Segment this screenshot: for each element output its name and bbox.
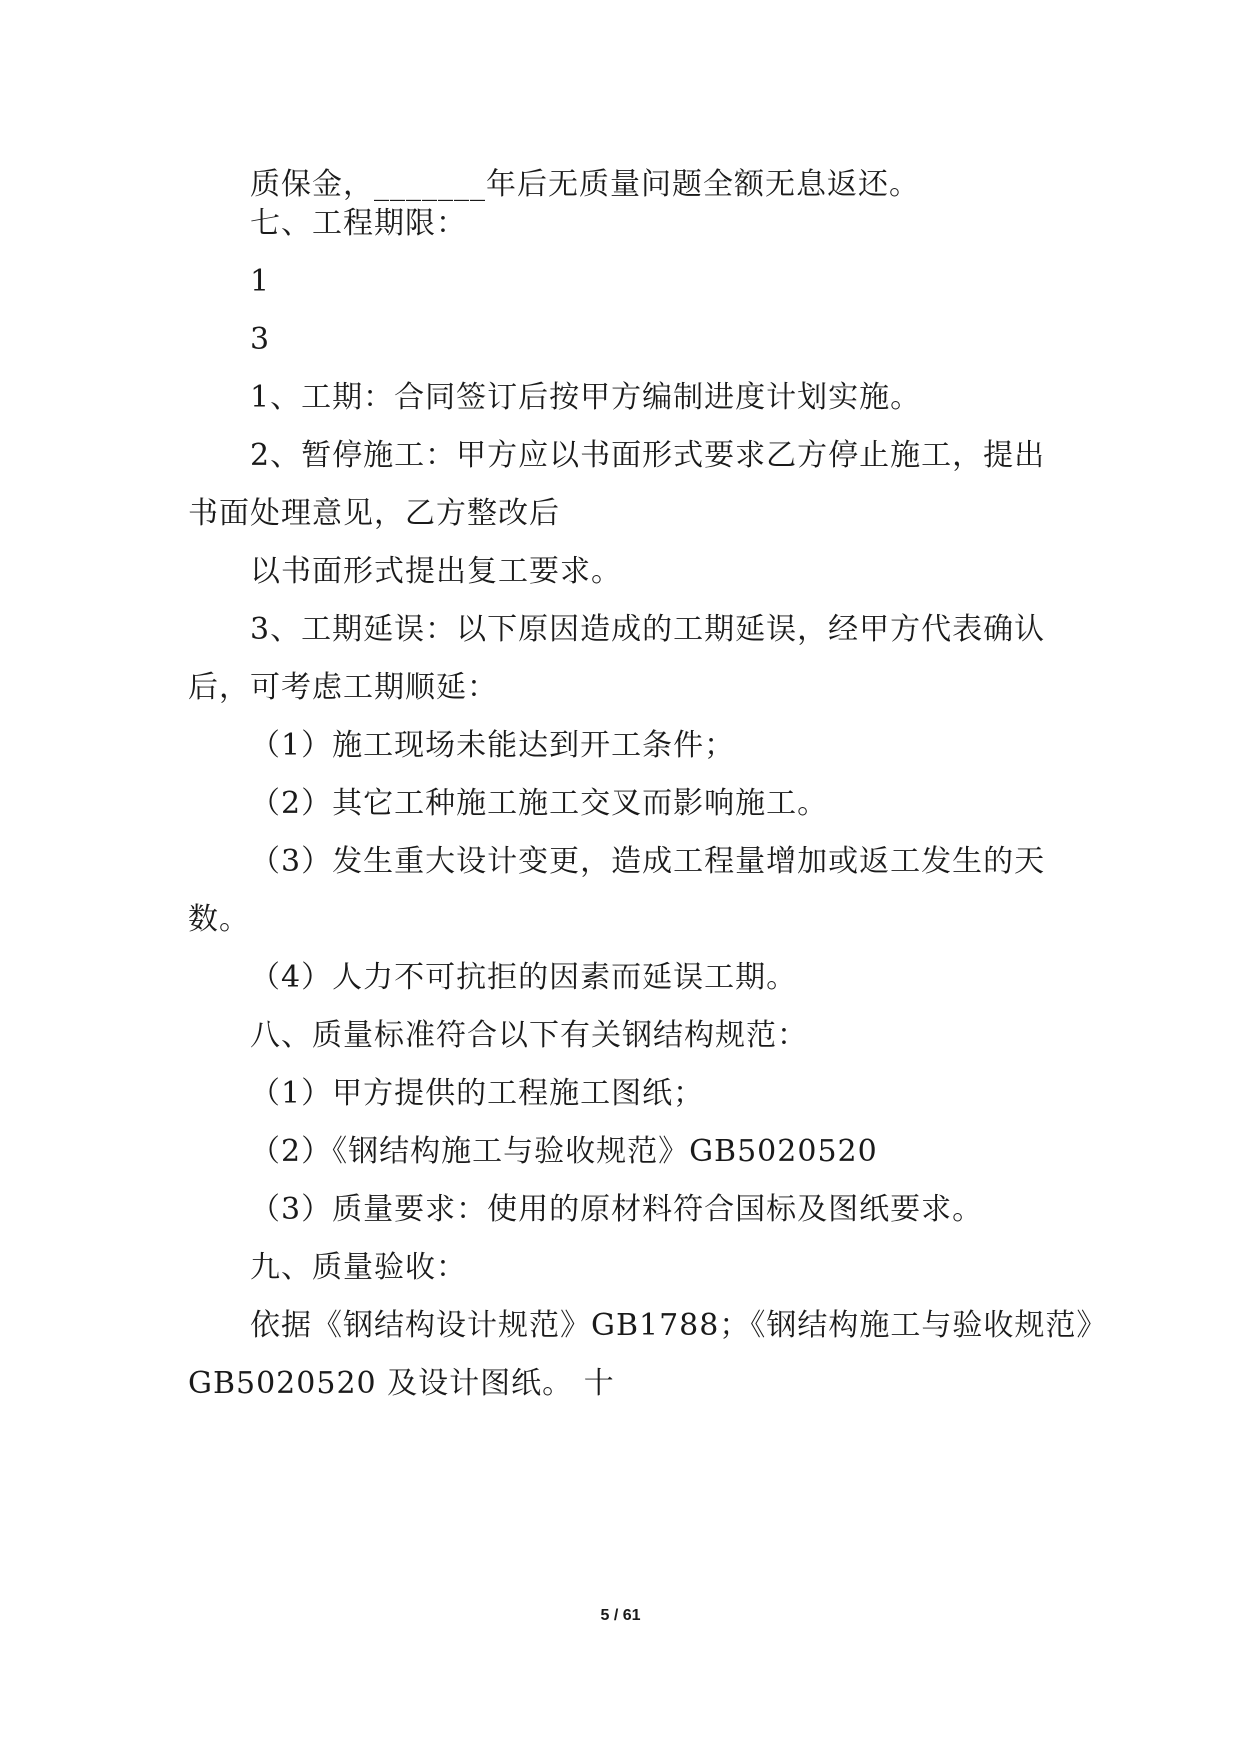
text-line-suspension-cont: 书面处理意见，乙方整改后 (188, 496, 560, 531)
list-item-delay-3-cont: 数。 (188, 902, 250, 937)
list-item-delay-2: （2）其它工种施工施工交叉而影响施工。 (250, 786, 829, 821)
page-number: 5 / 61 (600, 1607, 641, 1624)
text-line-schedule: 1、工期：合同签订后按甲方编制进度计划实施。 (250, 380, 922, 415)
list-item-standard-3: （3）质量要求：使用的原材料符合国标及图纸要求。 (250, 1192, 984, 1227)
list-item-standard-1: （1）甲方提供的工程施工图纸； (250, 1076, 705, 1111)
text-line-delay: 3、工期延误：以下原因造成的工期延误，经甲方代表确认 (250, 612, 1046, 647)
heading-quality-acceptance: 九、质量验收： (250, 1250, 467, 1285)
text-line-warranty: 质保金，_______年后无质量问题全额无息返还。 (250, 167, 920, 202)
text-line-delay-cont: 后，可考虑工期顺延： (188, 670, 498, 705)
heading-quality-standard: 八、质量标准符合以下有关钢结构规范： (250, 1018, 808, 1053)
text-line-acceptance-basis-cont: GB5020520 及设计图纸。 十 (188, 1366, 615, 1401)
text-line-resume: 以书面形式提出复工要求。 (250, 554, 622, 589)
text-line-suspension: 2、暂停施工：甲方应以书面形式要求乙方停止施工，提出 (250, 438, 1046, 473)
text-line-number-3: 3 (250, 322, 271, 357)
heading-project-period: 七、工程期限： (250, 206, 467, 241)
text-line-acceptance-basis: 依据《钢结构设计规范》GB1788；《钢结构施工与验收规范》 (250, 1308, 1108, 1343)
text-line-number-1: 1 (250, 264, 271, 299)
list-item-delay-1: （1）施工现场未能达到开工条件； (250, 728, 736, 763)
list-item-delay-3: （3）发生重大设计变更，造成工程量增加或返工发生的天 (250, 844, 1046, 879)
list-item-delay-4: （4）人力不可抗拒的因素而延误工期。 (250, 960, 798, 995)
list-item-standard-2: （2）《钢结构施工与验收规范》GB5020520 (250, 1134, 878, 1169)
